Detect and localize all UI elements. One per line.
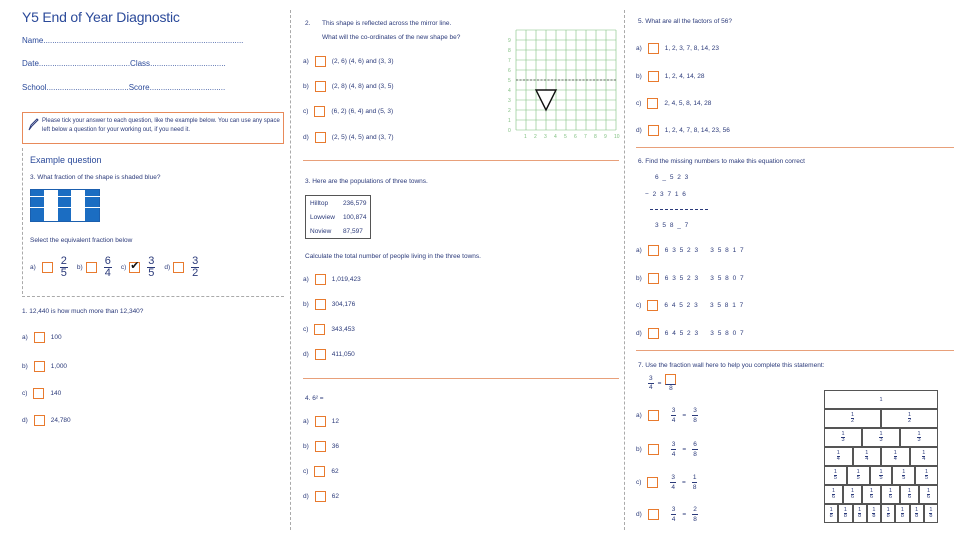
q6-option-b[interactable]: b) 6 3 5 2 3 3 5 8 0 7 [636, 275, 745, 282]
grid-y-label: 1 [508, 118, 511, 124]
q3-checkbox-c[interactable] [314, 324, 325, 335]
example-divider [22, 148, 23, 294]
fraction-wall-cell: $\frac{1}{2}$ [824, 409, 881, 428]
pencil-icon [27, 118, 39, 132]
q2-number: 2. [305, 20, 311, 27]
q6-checkbox-d[interactable] [648, 328, 659, 339]
fraction-wall-cell: $\frac{1}{6}$ [919, 485, 938, 504]
fraction-wall-cell: $\frac{1}{8}$ [881, 504, 895, 523]
example-heading: Example question [30, 155, 102, 165]
fraction-wall-row [824, 504, 938, 523]
q2-line2: What will the co-ordinates of the new shape be? [322, 34, 461, 41]
q7-checkbox-b[interactable] [648, 444, 659, 455]
q5-option-b[interactable]: b) 1, 2, 4, 14, 28 [636, 73, 705, 80]
grid-x-label: 4 [554, 134, 557, 140]
q6-line1: 6 _ 5 2 3 [655, 174, 690, 181]
q1-checkbox-c[interactable] [33, 388, 44, 399]
table-row: Noview 87,597 [310, 227, 363, 235]
class-label: Class [130, 59, 151, 68]
q3-checkbox-d[interactable] [315, 349, 326, 360]
grid-x-label: 9 [604, 134, 607, 140]
q3-option-d[interactable]: d) 411,050 [303, 351, 355, 358]
example-opt-b-checkbox[interactable] [86, 262, 97, 273]
example-opt-d-letter: d) [164, 264, 171, 271]
q4-question: 4. 6² = [305, 395, 324, 402]
q2-option-c[interactable]: c) (6, 2) (6, 4) and (5, 3) [303, 108, 394, 115]
school-label: School [22, 83, 47, 92]
q4-option-d[interactable]: d) 62 [303, 493, 340, 500]
q5-option-d[interactable]: d) 1, 2, 4, 7, 8, 14, 23, 56 [636, 127, 730, 134]
q6-checkbox-b[interactable] [648, 273, 659, 284]
shaded-shape [30, 189, 100, 222]
example-opt-b-fraction: $\frac{6}{4}$ [104, 255, 111, 279]
q5-checkbox-c[interactable] [647, 98, 658, 109]
fraction-wall [824, 390, 938, 528]
q1-checkbox-d[interactable] [34, 415, 45, 426]
grid-x-label: 2 [534, 134, 537, 140]
grid-y-label: 0 [508, 128, 511, 134]
example-opt-d-checkbox[interactable] [173, 262, 184, 273]
q3-checkbox-b[interactable] [315, 299, 326, 310]
q6-divider [636, 350, 954, 351]
fraction-wall-row [824, 485, 938, 504]
fraction-wall-cell: $\frac{1}{8}$ [924, 504, 938, 523]
date-label: Date [22, 59, 39, 68]
q4-checkbox-c[interactable] [314, 466, 325, 477]
fraction-wall-cell: $\frac{1}{6}$ [824, 485, 843, 504]
table-row: Hilltop 236,579 [310, 199, 367, 207]
grid-y-label: 4 [508, 88, 511, 94]
q7-option-b[interactable]: b) $\frac{3}{4}$ = $\frac{6}{8}$ [636, 441, 697, 458]
grid-x-label: 1 [524, 134, 527, 140]
q5-question: 5. What are all the factors of 56? [638, 18, 732, 25]
fraction-wall-cell: $\frac{1}{5}$ [824, 466, 847, 485]
population-table [305, 195, 371, 239]
date-field[interactable]: Date.........................................Class.................................. [22, 59, 226, 68]
q7-option-a[interactable]: a) $\frac{3}{4}$ = $\frac{3}{8}$ [636, 407, 697, 424]
example-opt-c-letter: c) [120, 264, 127, 271]
q1-option-b[interactable]: b) 1,000 [22, 363, 68, 370]
example-opt-b-letter: b) [76, 264, 83, 271]
fraction-wall-cell: $\frac{1}{8}$ [838, 504, 852, 523]
grid-y-label: 7 [508, 58, 511, 64]
q3-checkbox-a[interactable] [315, 274, 326, 285]
fraction-wall-row [824, 428, 938, 447]
fraction-wall-cell: $\frac{1}{8}$ [867, 504, 881, 523]
q6-checkbox-c[interactable] [647, 300, 658, 311]
fraction-wall-cell: $\frac{1}{5}$ [870, 466, 893, 485]
q2-line1: This shape is reflected across the mirror line. [322, 20, 452, 27]
q2-checkbox-b[interactable] [315, 81, 326, 92]
q4-option-b[interactable]: b) 36 [303, 443, 340, 450]
grid-x-label: 10 [614, 134, 620, 140]
q3-calc-text: Calculate the total number of people living in the three towns. [305, 253, 481, 260]
q5-checkbox-b[interactable] [648, 71, 659, 82]
fraction-wall-cell: $\frac{1}{5}$ [892, 466, 915, 485]
example-bottom-divider [22, 296, 284, 297]
column-divider-2 [624, 10, 625, 530]
q1-question: 1. 12,440 is how much more than 12,340? [22, 308, 144, 315]
column-divider-1 [290, 10, 291, 530]
q3-option-c[interactable]: c) 343,453 [303, 326, 355, 333]
example-opt-c-fraction: $\frac{3}{5}$ [148, 255, 155, 279]
q6-checkbox-a[interactable] [648, 245, 659, 256]
q4-checkbox-b[interactable] [315, 441, 326, 452]
q1-option-c[interactable]: c) 140 [22, 390, 62, 397]
q6-option-c[interactable]: c) 6 4 5 2 3 3 5 8 1 7 [636, 302, 745, 309]
q4-option-a[interactable]: a) 12 [303, 418, 340, 425]
q2-option-d[interactable]: d) (2, 5) (4, 5) and (3, 7) [303, 134, 394, 141]
fraction-wall-row [824, 409, 938, 428]
fraction-wall-cell: $\frac{1}{6}$ [843, 485, 862, 504]
q5-divider [636, 147, 954, 148]
fraction-wall-cell: $\frac{1}{6}$ [862, 485, 881, 504]
q7-option-c[interactable]: c) $\frac{3}{4}$ = $\frac{1}{8}$ [636, 474, 697, 491]
q7-checkbox-c[interactable] [647, 477, 658, 488]
coordinate-grid [506, 22, 618, 146]
q6-line2: − 2 3 7 1 6 [645, 191, 687, 198]
q7-stem-fraction: $\frac{3}{4}$ [649, 374, 653, 391]
fraction-wall-cell: $\frac{1}{4}$ [881, 447, 910, 466]
q5-option-a[interactable]: a) 1, 2, 3, 7, 8, 14, 23 [636, 45, 719, 52]
example-opt-a-checkbox[interactable] [42, 262, 53, 273]
grid-x-label: 6 [574, 134, 577, 140]
q7-answer-box[interactable] [665, 374, 676, 385]
q7-option-d[interactable]: d) $\frac{3}{4}$ = $\frac{2}{8}$ [636, 506, 697, 523]
fraction-wall-cell: 1 [824, 390, 938, 409]
q2-checkbox-d[interactable] [315, 132, 326, 143]
example-opt-d-fraction: $\frac{3}{2}$ [192, 255, 199, 279]
name-label: Name [22, 36, 44, 45]
q7-question: 7. Use the fraction wall here to help you complete this statement: [638, 362, 825, 369]
fraction-wall-cell: $\frac{1}{3}$ [824, 428, 862, 447]
fraction-wall-cell: $\frac{1}{8}$ [824, 504, 838, 523]
q3-option-b[interactable]: b) 304,176 [303, 301, 356, 308]
grid-x-label: 8 [594, 134, 597, 140]
q2-checkbox-a[interactable] [315, 56, 326, 67]
name-field[interactable]: Name.......................................................................................... [22, 36, 244, 45]
q5-checkbox-a[interactable] [648, 43, 659, 54]
tick-icon: ✔ [130, 260, 140, 272]
q4-checkbox-a[interactable] [315, 416, 326, 427]
q1-checkbox-b[interactable] [34, 361, 45, 372]
fraction-wall-cell: $\frac{1}{2}$ [881, 409, 938, 428]
fraction-wall-cell: $\frac{1}{6}$ [900, 485, 919, 504]
example-opt-c-checkbox[interactable] [129, 262, 140, 273]
instructions-text: Please tick your answer to each question, like the example below. You can use any space left below a question for your working out, if you need it. [42, 118, 280, 133]
q7-stem-answer[interactable]: 8 [665, 374, 676, 392]
q4-option-c[interactable]: c) 62 [303, 468, 339, 475]
q6-question: 6. Find the missing numbers to make this equation correct [638, 158, 805, 165]
grid-y-label: 6 [508, 68, 511, 74]
q2-divider [303, 160, 619, 161]
fraction-wall-row [824, 466, 938, 485]
fraction-wall-row-whole [824, 390, 938, 409]
q3-divider [303, 378, 619, 379]
q2-option-b[interactable]: b) (2, 8) (4, 8) and (3, 5) [303, 83, 394, 90]
fraction-wall-cell: $\frac{1}{8}$ [853, 504, 867, 523]
fraction-wall-cell: $\frac{1}{4}$ [853, 447, 882, 466]
fraction-wall-cell: $\frac{1}{5}$ [915, 466, 938, 485]
q1-checkbox-a[interactable] [34, 332, 45, 343]
q2-option-a[interactable]: a) (2, 6) (4, 6) and (3, 3) [303, 58, 394, 65]
q1-option-a[interactable]: a) 100 [22, 334, 62, 341]
fraction-wall-cell: $\frac{1}{5}$ [847, 466, 870, 485]
q6-line3: 3 5 8 _ 7 [655, 222, 690, 229]
example-question: 3. What fraction of the shape is shaded blue? [30, 174, 161, 181]
example-opt-a-fraction: $\frac{2}{5}$ [60, 255, 67, 279]
score-label: Score [128, 83, 150, 92]
example-select-text: Select the equivalent fraction below [30, 237, 133, 244]
fraction-wall-cell: $\frac{1}{6}$ [881, 485, 900, 504]
q2-checkbox-c[interactable] [314, 106, 325, 117]
grid-y-label: 3 [508, 98, 511, 104]
school-field[interactable]: School.....................................Score.................................. [22, 83, 226, 92]
q5-option-c[interactable]: c) 2, 4, 5, 8, 14, 28 [636, 100, 712, 107]
grid-x-label: 5 [564, 134, 567, 140]
fraction-wall-row [824, 447, 938, 466]
q6-option-a[interactable]: a) 6 3 5 2 3 3 5 8 1 7 [636, 247, 745, 254]
example-opt-a-letter: a) [30, 264, 36, 271]
grid-x-label: 7 [584, 134, 587, 140]
grid-y-label: 2 [508, 108, 511, 114]
grid-y-label: 5 [508, 78, 511, 84]
grid-y-label: 9 [508, 38, 511, 44]
fraction-wall-cell: $\frac{1}{3}$ [862, 428, 900, 447]
q3-option-a[interactable]: a) 1,019,423 [303, 276, 361, 283]
fraction-wall-cell: $\frac{1}{3}$ [900, 428, 938, 447]
table-row: Lowview 100,874 [310, 213, 367, 221]
q1-option-d[interactable]: d) 24,780 [22, 417, 71, 424]
grid-y-label: 8 [508, 48, 511, 54]
fraction-wall-cell: $\frac{1}{4}$ [824, 447, 853, 466]
fraction-wall-cell: $\frac{1}{4}$ [910, 447, 939, 466]
q5-checkbox-d[interactable] [648, 125, 659, 136]
q7-stem: $\frac{3}{4}$ = 8 [648, 374, 676, 392]
grid-x-label: 3 [544, 134, 547, 140]
fraction-wall-cell: $\frac{1}{8}$ [895, 504, 909, 523]
q7-checkbox-d[interactable] [648, 509, 659, 520]
q3-question: 3. Here are the populations of three towns. [305, 178, 428, 185]
q6-option-d[interactable]: d) 6 4 5 2 3 3 5 8 0 7 [636, 330, 745, 337]
q7-checkbox-a[interactable] [648, 410, 659, 421]
q4-checkbox-d[interactable] [315, 491, 326, 502]
fraction-wall-cell: $\frac{1}{8}$ [910, 504, 924, 523]
q6-rule [650, 209, 708, 210]
example-options [30, 256, 199, 279]
page-title: Y5 End of Year Diagnostic [22, 9, 180, 25]
